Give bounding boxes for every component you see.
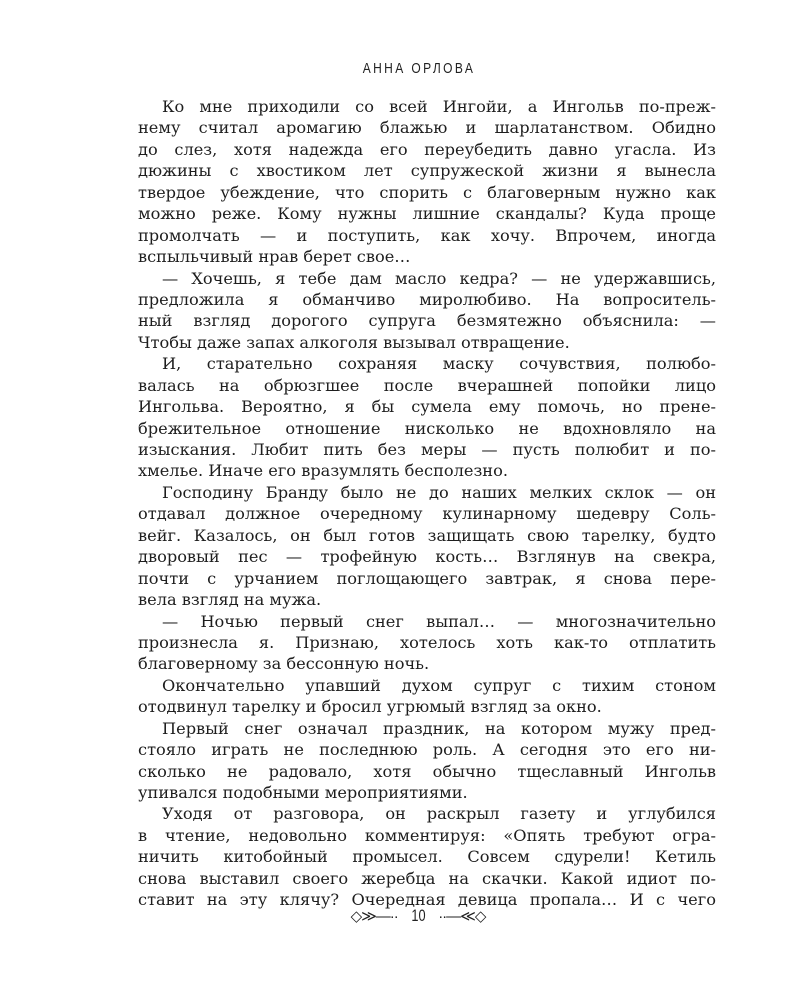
text-line: можно реже. Кому нужны лишние скандалы? Куда проще xyxy=(138,204,716,224)
paragraph xyxy=(138,353,716,482)
paragraph xyxy=(138,803,716,910)
text-line: Ко мне приходили со всей Ингойи, а Ингольв по-преж- xyxy=(162,97,716,116)
body-text xyxy=(138,96,716,911)
page-footer xyxy=(0,906,800,926)
paragraph xyxy=(138,611,716,675)
text-line: Первый снег означал праздник, на котором мужу пред- xyxy=(162,718,716,738)
text-line: валась на обрюзгшее после вчерашней попойки лицо xyxy=(138,375,716,395)
text-line: — Ночью первый снег выпал… — многозначительно xyxy=(162,611,716,631)
paragraph xyxy=(138,718,716,804)
text-line: Окончательно упавший духом супруг с тихим стоном xyxy=(162,675,716,695)
text-line: вспыльчивый нрав берет свое… xyxy=(138,247,411,267)
text-line: — Хочешь, я тебе дам масло кедра? — не удержавшись, xyxy=(162,268,716,288)
running-head: АННА ОРЛОВА xyxy=(362,60,476,77)
text-line: И, старательно сохраняя маску сочувствия, полюбо- xyxy=(162,354,716,374)
text-line: Уходя от разговора, он раскрыл газету и углубился xyxy=(162,804,716,824)
text-line: до слез, хотя надежда его переубедить давно угасла. Из xyxy=(138,139,716,159)
text-line: Чтобы даже запах алкоголя вызывал отвращение. xyxy=(138,332,570,352)
paragraph xyxy=(138,268,716,354)
text-line: твердое убеждение, что спорить с благоверным нужно как xyxy=(138,182,716,202)
text-line: дворовый пес — трофейную кость… Взглянув на свекра, xyxy=(138,547,716,567)
text-line: ный взгляд дорогого супруга безмятежно объяснила: — xyxy=(138,311,716,331)
text-line: вейг. Казалось, он был готов защищать свою тарелку, будто xyxy=(138,525,716,545)
text-line: ставит на эту клячу? Очередная девица пропала… И с чего xyxy=(138,890,716,910)
text-line: почти с урчанием поглощающего завтрак, я снова пере- xyxy=(138,568,716,588)
text-line: промолчать — и поступить, как хочу. Впрочем, иногда xyxy=(138,225,716,245)
paragraph xyxy=(138,96,716,268)
page-number: 10 xyxy=(410,906,426,925)
paragraph xyxy=(138,675,716,718)
text-line: изыскания. Любит пить без меры — пусть полюбит и по- xyxy=(138,440,716,459)
paragraph xyxy=(138,482,716,611)
text-line: упивался подобными мероприятиями. xyxy=(138,783,468,802)
text-line: Ингольва. Вероятно, я бы сумела ему помочь, но прене- xyxy=(138,397,716,417)
text-line: вела взгляд на мужа. xyxy=(138,590,322,610)
text-line: брежительное отношение нисколько не вдохновляло на xyxy=(138,418,716,438)
text-line: благоверному за бессонную ночь. xyxy=(138,654,430,674)
text-line: ничить китобойный промысел. Совсем сдурели! Кетиль xyxy=(138,847,716,867)
ornament-right-icon: ··—≪◇ xyxy=(438,908,486,925)
text-line: нему считал аромагию блажью и шарлатанством. Обидно xyxy=(138,118,716,138)
text-line: сколько не радовало, хотя обычно тщеславный Ингольв xyxy=(138,761,716,781)
text-line: Господину Бранду было не до наших мелких склок — он xyxy=(162,482,716,502)
text-line: снова выставил своего жеребца на скачки. Какой идиот по- xyxy=(138,868,716,888)
text-line: отдавал должное очередному кулинарному шедевру Соль- xyxy=(138,504,716,524)
text-line: отодвинул тарелку и бросил угрюмый взгляд за окно. xyxy=(138,697,602,717)
text-line: произнесла я. Признаю, хотелось хоть как-то отплатить xyxy=(138,632,716,652)
text-line: хмелье. Иначе его вразумлять бесполезно. xyxy=(138,461,508,481)
ornament-left-icon: ◇≫—·· xyxy=(350,908,398,925)
text-line: в чтение, недовольно комментируя: «Опять требуют огра- xyxy=(138,825,716,845)
text-line: дюжины с хвостиком лет супружеской жизни я вынесла xyxy=(138,161,716,181)
text-line: стояло играть не последнюю роль. А сегодня это его ни- xyxy=(138,740,716,760)
text-line: предложила я обманчиво миролюбиво. На вопроситель- xyxy=(138,289,716,309)
